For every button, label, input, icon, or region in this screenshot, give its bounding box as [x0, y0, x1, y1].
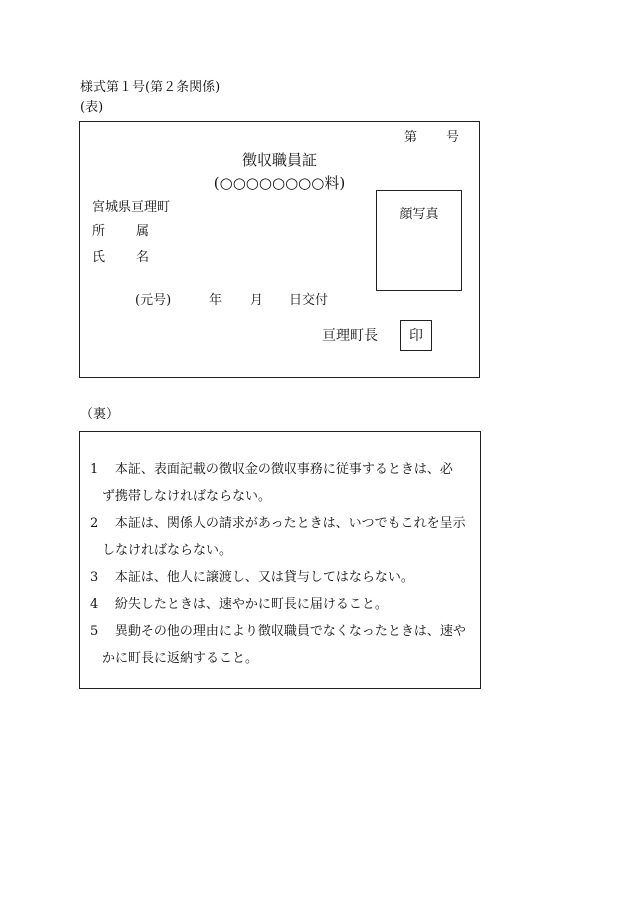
back-item-4-number: 4 [90, 597, 99, 612]
card-number-prefix: 第 [404, 130, 418, 145]
back-item-5-line-2: かに町長に返納すること。 [102, 651, 259, 666]
affiliation-label-char-1: 所 [92, 224, 106, 239]
name-label-char-2: 名 [136, 250, 150, 265]
back-item-5-text: 異動その他の理由により徴収職員でなくなったときは、速や [114, 624, 466, 639]
back-item-5-number: 5 [90, 624, 99, 639]
issuer-label: 亘理町長 [322, 328, 378, 344]
back-item-2-line-1 [90, 516, 466, 532]
municipality-label: 宮城県亘理町 [92, 200, 171, 215]
back-item-1-text: 本証、表面記載の徴収金の徴収事務に従事するときは、必 [114, 462, 453, 477]
month-label: 月 [250, 293, 264, 308]
back-item-5-line-1 [90, 624, 466, 640]
card-subtitle: (○○○○○○○○料) [213, 174, 346, 192]
back-item-2-line-2: しなければならない。 [102, 543, 233, 558]
back-item-4-line-1 [90, 597, 388, 613]
card-number-suffix: 号 [446, 130, 460, 145]
card-title: 徴収職員証 [241, 151, 317, 169]
issue-date-label: 日交付 [289, 293, 329, 308]
photo-label: 顔写真 [399, 207, 439, 222]
front-card [79, 121, 480, 378]
back-item-1-line-2: ず携帯しなければならない。 [102, 489, 272, 504]
name-label-char-1: 氏 [92, 250, 106, 265]
affiliation-label-char-2: 属 [136, 224, 150, 239]
back-side-label: （裏） [80, 407, 120, 422]
back-item-1-number: 1 [90, 462, 99, 477]
year-label: 年 [209, 293, 223, 308]
front-side-label: (表) [80, 100, 104, 115]
back-item-3-number: 3 [90, 570, 99, 585]
era-label: (元号) [135, 293, 172, 308]
back-item-2-text: 本証は、関係人の請求があったときは、いつでもこれを呈示 [114, 516, 466, 531]
seal-label: 印 [409, 328, 423, 344]
photo-box [376, 190, 462, 291]
back-item-2-number: 2 [90, 516, 99, 531]
back-item-1-line-1 [90, 462, 453, 478]
back-item-3-text: 本証は、他人に譲渡し、又は貸与してはならない。 [114, 570, 414, 585]
back-item-3-line-1 [90, 570, 414, 586]
back-item-4-text: 紛失したときは、速やかに町長に届けること。 [114, 597, 388, 612]
seal-box [400, 320, 432, 351]
form-title: 様式第１号(第２条関係) [80, 80, 221, 95]
